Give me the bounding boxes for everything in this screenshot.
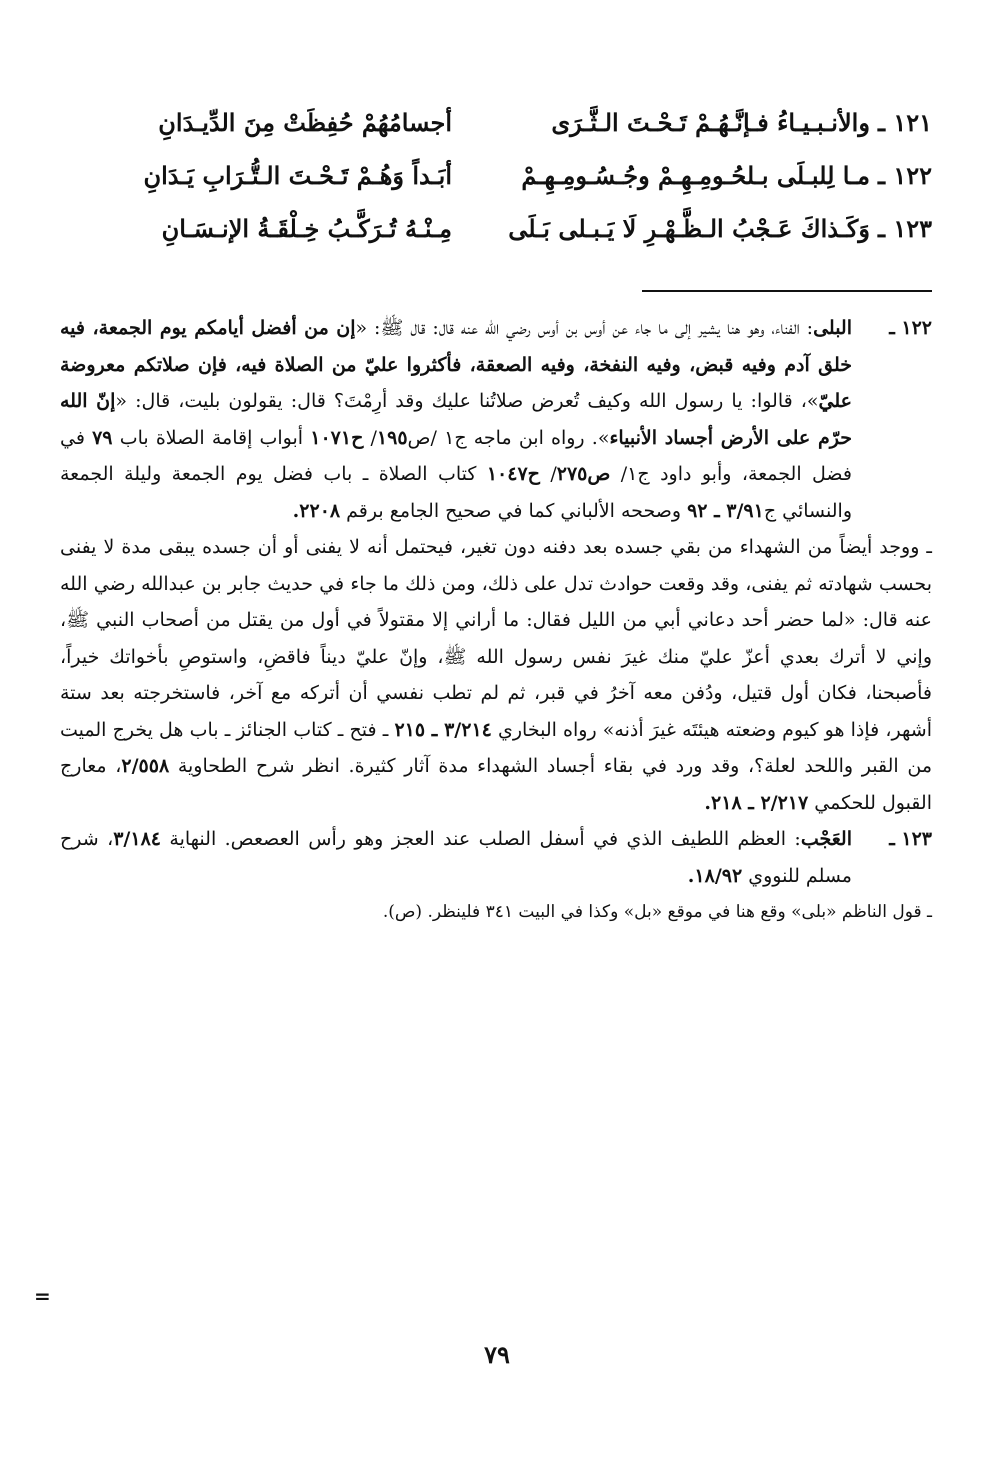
verse-121	[52, 108, 932, 161]
footnote-text: ـ ووجد أيضاً من الشهداء من بقي جسده بعد دفنه دون تغير، فيحتمل أنه لا يفنى أو أن جسده يبقى مدة لا يفنى بحسب شهادته ثم يفنى، وقد وقعت حوادث تدل على ذلك، ومن ذلك ما جاء في حديث جابر بن عبدالله رضي الله عنه قال: «لما حضر أحد دعاني أبي من الليل فقال: ما أراني إلا مقتولاً في أول من يقتل من أصحاب النبي ﷺ، وإني لا أترك بعدي أعزّ عليّ منك غيرَ نفس رسول الله ﷺ، وإنّ عليّ ديناً فاقضِ، واستوصِ بأخواتك خيراً، فأصبحنا، فكان أول قتيل، ودُفن معه آخرُ في قبر، ثم لم تطب نفسي أن أتركه مع آخر، فاستخرجته بعد ستة أشهر، فإذا هو كيوم وضعته هيئتَه غيرَ أذنه» رواه البخاري	[60, 536, 932, 741]
verse-first-text: والأنـبـيـاءُ فـإنَّـهُـمْ تَـحْـتَ الـثَّـرَى	[551, 108, 870, 137]
reference-number: ح١٠٤٧	[486, 463, 540, 485]
reference-number: ١٨/٩٢.	[687, 864, 743, 887]
hadith-quote: إن من أفضل أيامكم يوم الجمعة، فيه خلق آدم وفيه قبض، وفيه النفخة، وفيه الصعقة، فأكثروا عليّ من الصلاة فيه، فإن صلاتكم معروضة عليّ	[60, 317, 852, 412]
reference-number: ٧٩	[92, 426, 113, 449]
footnote-text: /	[539, 463, 557, 485]
footnote-paragraph	[60, 310, 852, 529]
footnote-text: ». رواه ابن ماجه ج١ /ص	[407, 426, 610, 449]
footnote-paragraph	[60, 821, 852, 894]
reference-number: ٣/٩١ ـ ٩٢	[687, 499, 764, 522]
footnote-number: ١٢٢ ـ	[889, 317, 932, 339]
footnote-remark: ـ قول الناظم «بلى» وقع هنا في موقع «بل» وكذا في البيت ٣٤١ فلينظر. (ص).	[382, 902, 932, 922]
footnote-text: : الفناء، وهو هنا يشير إلى ما جاء عن أوس بن أوس رضي الله عنه قال: قال ﷺ: «	[355, 317, 814, 339]
reference-number: ٢٢٠٨.	[292, 499, 341, 522]
verse-second-hemistich: مِـنْـهُ تُـرَكَّـبُ خِـلْقَـةُ الإنـسَـانِ	[161, 214, 452, 243]
footnote-text: ، معارج القبول للحكمي	[60, 755, 932, 814]
footnote-text: في فضل الجمعة، وأبو داود ج١/	[60, 426, 852, 485]
reference-number: ٣/١٨٤	[113, 828, 161, 850]
verse-second-hemistich: أبَـداً وَهُـمْ تَـحْـتَ الـتُّـرَابِ يَـدَانِ	[143, 161, 452, 190]
verse-number: ١٢٢ ـ	[877, 161, 932, 190]
footnotes	[60, 310, 932, 931]
verse-block	[52, 108, 932, 267]
footnote-text: كتاب الصلاة ـ باب فضل يوم الجمعة وليلة الجمعة والنسائي ج	[60, 463, 852, 522]
footnote-text: وصححه الألباني كما في صحيح الجامع برقم	[340, 499, 688, 522]
footnote-122	[60, 310, 932, 529]
footnote-term: العَجْب	[800, 828, 852, 850]
reference-number: ٢/٢١٧ ـ ٢١٨.	[704, 791, 809, 814]
verse-122	[52, 161, 932, 214]
footnote-number: ١٢٣ ـ	[889, 828, 932, 850]
verse-first-hemistich	[502, 108, 932, 137]
reference-number: ٢/٥٥٨	[121, 755, 170, 777]
verse-first-text: وَكَـذاكَ عَـجْبُ الـظَّـهْـرِ لَا يَـبـلى بَـلَى	[508, 214, 870, 243]
footnote-text: ، شرح مسلم للنووي	[60, 828, 852, 887]
reference-number: ح١٠٧١	[310, 426, 364, 449]
verse-123	[52, 214, 932, 267]
footnote-text: /	[363, 426, 377, 449]
verse-second-hemistich: أجسامُهُمْ حُفِظَتْ مِنَ الدِّيـدَانِ	[158, 108, 452, 137]
reference-number: ٣/٢١٤ ـ ٢١٥	[394, 718, 492, 741]
footnote-continuation	[60, 529, 932, 821]
hadith-quote: إنّ الله حرّم على الأرض أجساد الأنبياء	[60, 390, 852, 449]
verse-first-text: مـا لِلبـلَى بـلحُـومِـهِـمْ وجُـسُـومِـهِـمْ	[521, 161, 870, 190]
footnote-123	[60, 821, 932, 894]
verse-number: ١٢٣ ـ	[877, 214, 932, 243]
page-number: ٧٩	[484, 1340, 510, 1369]
reference-number: ص٢٧٥	[556, 463, 611, 485]
footnote-text: »، قالوا: يا رسول الله وكيف تُعرض صلاتُنا عليك وقد أرِمْتَ؟ قال: يقولون بليت، قال: «	[115, 390, 819, 412]
continuation-mark: =	[34, 1284, 51, 1308]
verse-number: ١٢١ ـ	[877, 108, 932, 137]
footnote-text: : العظم اللطيف الذي في أسفل الصلب عند العجز وهو رأس العصعص. النهاية	[160, 828, 801, 850]
footnote-text: أبواب إقامة الصلاة باب	[112, 426, 311, 449]
reference-number: ١٩٥	[376, 426, 408, 449]
verse-first-hemistich	[502, 214, 932, 243]
footnote-term: البلى	[813, 317, 852, 339]
footnote-text: ـ فتح ـ كتاب الجنائز ـ باب هل يخرج الميت من القبر واللحد لعلة؟، وقد ورد في بقاء أجساد الشهداء مدة آثار كثيرة. انظر شرح الطحاوية	[60, 718, 932, 777]
verse-first-hemistich	[502, 161, 932, 190]
footnote-body	[60, 310, 852, 529]
footnote-separator	[642, 290, 932, 292]
footnote-body	[60, 821, 852, 894]
